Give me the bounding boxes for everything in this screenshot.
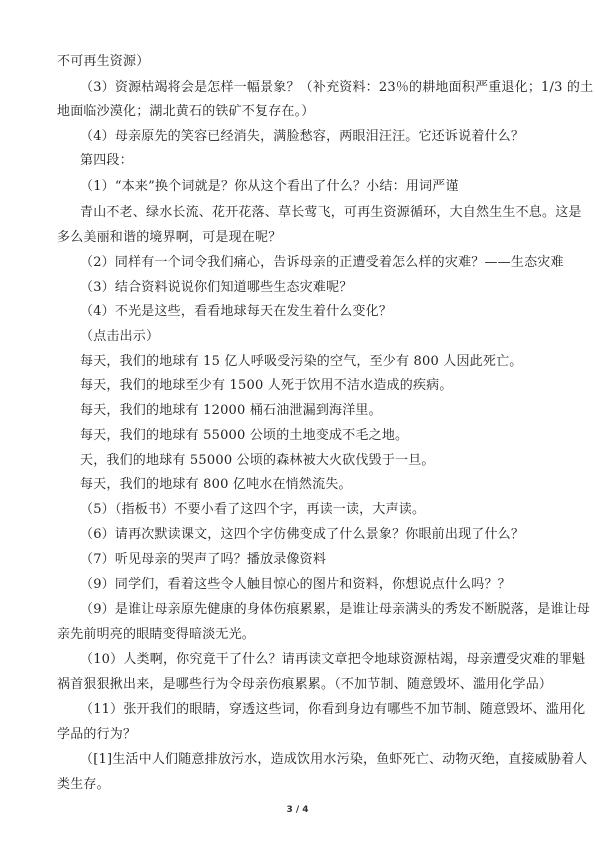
text-line: （4）不光是这些，看看地球每天在发生着什么变化？ bbox=[80, 304, 393, 319]
text-line: 亲先前明亮的眼睛变得暗淡无光。 bbox=[57, 627, 256, 642]
text-line: 学品的行为？ bbox=[57, 727, 137, 742]
text-line: （3）资源枯竭将会是怎样一幅景象？（补充资料：23％的耕地面积严重退化；1/3 的土 bbox=[80, 80, 594, 95]
text-line: （10）人类啊，你究竟干了什么？请再读文章把令地球资源枯竭，母亲遭受灾难的罪魁 bbox=[80, 652, 586, 667]
text-line: 每天，我们的地球有 12000 桶石油泄漏到海洋里。 bbox=[80, 403, 382, 418]
text-line: 不可再生资源） bbox=[57, 54, 150, 69]
section-heading: 第四段： bbox=[80, 153, 133, 168]
text-line: 每天，我们的地球有 800 亿吨水在悄然流失。 bbox=[80, 477, 352, 492]
page-number: 3 / 4 bbox=[286, 805, 309, 815]
text-line: （9）同学们，看着这些令人触目惊心的图片和资料，你想说点什么吗？？ bbox=[80, 577, 511, 592]
text-line: （6）请再次默读课文，这四个字仿佛变成了什么景象？你眼前出现了什么？ bbox=[80, 527, 525, 542]
text-line: 多么美丽和谐的境界啊，可是现在呢？ bbox=[57, 230, 282, 245]
text-line: （3）结合资料说说你们知道哪些生态灾难呢？ bbox=[80, 280, 353, 295]
text-line: （4）母亲原先的笑容已经消失，满脸愁容，两眼泪汪汪。它还诉说着什么？ bbox=[80, 129, 525, 144]
text-line: 每天，我们的地球有 55000 公顷的土地变成不毛之地。 bbox=[80, 428, 409, 443]
text-line: 地面临沙漠化；湖北黄石的铁矿不复存在。） bbox=[57, 104, 315, 119]
text-line: （[1]生活中人们随意排放污水，造成饮用水污染，鱼虾死亡、动物灭绝，直接威胁着人 bbox=[80, 752, 588, 767]
text-line: 祸首狠狠揪出来，是哪些行为令母亲伤痕累累。（不加节制、随意毁坏、滥用化学品） bbox=[57, 677, 553, 692]
text-line: 青山不老、绿水长流、花开花落、草长莺飞，可再生资源循环，大自然生生不息。这是 bbox=[80, 205, 582, 220]
text-line: （11）张开我们的眼睛，穿透这些词，你看到身边有哪些不加节制、随意毁坏、滥用化 bbox=[80, 702, 586, 717]
text-line: （5）（指板书）不要小看了这四个字，再读一读，大声读。 bbox=[80, 502, 426, 517]
text-line: 每天，我们的地球有 15 亿人呼吸受污染的空气，至少有 800 人因此死亡。 bbox=[80, 354, 523, 369]
text-line: （9）是谁让母亲原先健康的身体伤痕累累，是谁让母亲满头的秀发不断脱落，是谁让母 bbox=[80, 602, 591, 617]
text-line: （2）同样有一个词令我们痛心，告诉母亲的正遭受着怎么样的灾难？——生态灾难 bbox=[80, 255, 564, 270]
text-line: （1）“本来”换个词就是？你从这个看出了什么？小结：用词严谨 bbox=[80, 179, 459, 194]
text-line: 天，我们的地球有 55000 公顷的森林被大火砍伐毁于一旦。 bbox=[80, 453, 435, 468]
text-line: （点击出示） bbox=[80, 329, 160, 344]
text-line: （7）听见母亲的哭声了吗？播放录像资料 bbox=[80, 552, 327, 567]
text-line: 每天，我们的地球至少有 1500 人死于饮用不洁水造成的疾病。 bbox=[80, 378, 453, 393]
text-line: 类生存。 bbox=[57, 777, 110, 792]
